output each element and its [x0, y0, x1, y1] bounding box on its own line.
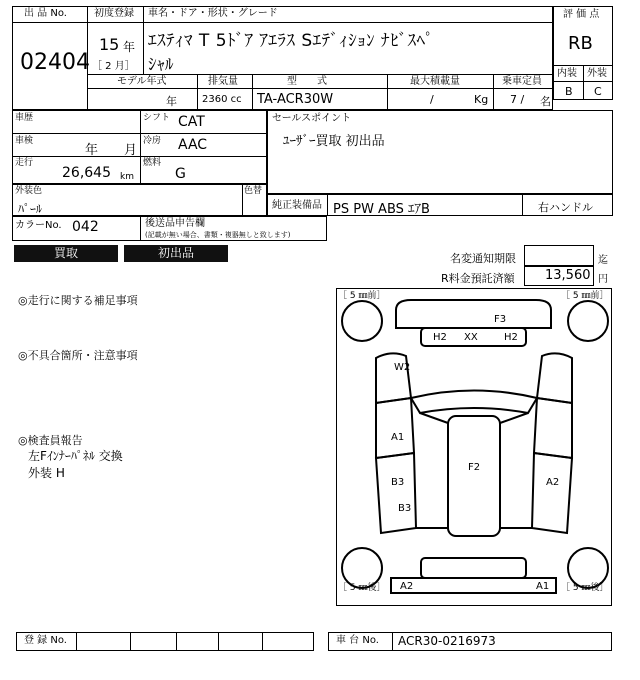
- equipment-value: PS PW ABS ｴｱB: [333, 202, 430, 217]
- mark-xx: XX: [464, 332, 478, 343]
- exterior-label: 外装: [587, 68, 607, 79]
- score-label: 評 価 点: [563, 9, 600, 20]
- mileage-label: 走行: [15, 158, 34, 168]
- reg-month: ［ 2 月］: [92, 61, 135, 72]
- chassis-label: 車 台 No.: [336, 635, 379, 646]
- tire-fl-label: ［ 5 ㎜前］: [338, 291, 386, 301]
- cabin-left: [416, 413, 448, 528]
- car-name-line1: ｴｽﾃｨﾏ T 5ﾄﾞｱ ｱｴﾗｽ Sｴﾃﾞｨｼｮﾝ ﾅﾋﾞｽﾍﾟ: [148, 31, 435, 51]
- load-unit: Kg: [474, 93, 489, 106]
- tire-rr-label: ［ 5 ㎜後］: [561, 583, 609, 593]
- mark-f3: F3: [494, 314, 507, 325]
- mileage-value: 26,645: [62, 165, 111, 181]
- tire-rl-label: ［ 5 ㎜後］: [338, 583, 386, 593]
- capacity-unit: 名: [540, 95, 551, 108]
- inspector-line1: 左Fｲﾝﾅｰﾊﾟﾈﾙ 交換: [28, 449, 123, 463]
- mark-h2-right: H2: [504, 332, 518, 343]
- color-value: ﾊﾟｰﾙ: [18, 202, 43, 216]
- type-label: 型 式: [287, 76, 327, 87]
- buyout-badge: 買取: [14, 245, 118, 262]
- mark-w2: W2: [394, 362, 411, 373]
- shift-value: CAT: [178, 114, 205, 130]
- tire-rear-right: [568, 548, 608, 588]
- rear-bumper: [391, 578, 556, 593]
- name-change-unit: 迄: [598, 255, 608, 266]
- exterior-score: C: [594, 85, 602, 98]
- shift-label: シフト: [143, 113, 171, 123]
- mileage-unit: km: [120, 172, 134, 182]
- car-diagram: [336, 288, 612, 606]
- chassis-no: ACR30-0216973: [398, 634, 496, 648]
- mark-a2: A2: [546, 477, 560, 488]
- handle-value: 右ハンドル: [538, 201, 593, 214]
- left-front-fender: [376, 353, 411, 403]
- history-label: 車歴: [15, 113, 34, 123]
- color-no-value: 042: [72, 219, 99, 235]
- lot-label: 出 品 No.: [24, 8, 67, 19]
- recycle-label: R料金預託済額: [441, 272, 515, 285]
- interior-label: 内装: [557, 68, 577, 79]
- mark-b3-upper: B3: [391, 477, 405, 488]
- driving-notes-title: ◎走行に関する補足事項: [18, 294, 138, 307]
- front-bumper: [396, 300, 551, 328]
- defects-title: ◎不具合箇所・注意事項: [18, 349, 138, 362]
- first-listing-badge: 初出品: [124, 245, 228, 262]
- car-name-line2: ｼｬﾙ: [148, 55, 174, 75]
- right-front-fender: [537, 353, 572, 403]
- fuel-label: 燃料: [143, 158, 162, 168]
- delivery-label: 後送品申告欄: [145, 218, 205, 229]
- interior-score: B: [565, 85, 573, 98]
- capacity-label: 乗車定員: [502, 76, 542, 87]
- inspection-label: 車検: [15, 136, 34, 146]
- name-change-label: 名変通知期限: [450, 252, 516, 265]
- mark-b3-lower: B3: [398, 503, 412, 514]
- model-year-label: モデル年式: [117, 76, 167, 87]
- reg-no-label: 登 録 No.: [24, 635, 67, 646]
- fuel-value: G: [175, 166, 186, 182]
- lot-number: 02404: [20, 50, 90, 75]
- type-value: TA-ACR30W: [257, 92, 334, 107]
- displacement-label: 排気量: [208, 76, 238, 87]
- left-rear-side: [376, 453, 416, 533]
- rear-hatch: [421, 558, 526, 578]
- score-value: RB: [568, 33, 593, 54]
- mark-h2-left: H2: [433, 332, 447, 343]
- color-label: 外装色: [15, 186, 43, 196]
- load-slash: /: [430, 93, 434, 106]
- displacement-value: 2360 cc: [202, 94, 242, 105]
- reg-year-unit: 年: [123, 40, 136, 54]
- mark-a2-rear: A2: [400, 581, 414, 592]
- first-reg-label: 初度登録: [94, 8, 134, 19]
- mark-f2: F2: [468, 462, 481, 473]
- reg-year: 15: [99, 35, 120, 54]
- tire-front-right: [568, 301, 608, 341]
- roof: [448, 416, 500, 536]
- ac-label: 冷房: [143, 136, 162, 146]
- tire-front-left: [342, 301, 382, 341]
- recycle-unit: 円: [598, 274, 608, 285]
- color-no-label: カラーNo.: [15, 220, 62, 231]
- model-year-unit: 年: [166, 95, 177, 108]
- capacity-value: 7 /: [510, 93, 525, 106]
- recolor-label: 色替: [244, 186, 263, 196]
- right-rear-side: [532, 453, 572, 533]
- inspector-title: ◎検査員報告: [18, 434, 83, 447]
- cabin-right: [500, 413, 532, 528]
- delivery-note: (記載が無い場合、書類・複器無しと致します): [145, 231, 291, 239]
- tire-fr-label: ［ 5 ㎜前］: [561, 291, 609, 301]
- name-change-box: [524, 245, 594, 266]
- recycle-amount: 13,560: [545, 268, 591, 283]
- inspector-line2: 外装 H: [28, 466, 65, 480]
- equipment-label: 純正装備品: [272, 200, 322, 211]
- inspection-value: 年 月: [85, 143, 138, 158]
- sales-point-label: セールスポイント: [272, 113, 352, 124]
- ac-value: AAC: [178, 137, 208, 153]
- color-frame: [12, 184, 267, 216]
- mark-a1: A1: [391, 432, 405, 443]
- windshield: [411, 391, 537, 414]
- right-side: [534, 398, 572, 458]
- left-side: [376, 398, 414, 458]
- mark-a1-rear: A1: [536, 581, 550, 592]
- sales-point-text: ﾕｰｻﾞｰ買取 初出品: [283, 134, 385, 149]
- tire-rear-left: [342, 548, 382, 588]
- load-label: 最大積載量: [410, 76, 460, 87]
- car-name-label: 車名・ドア・形状・グレード: [148, 8, 278, 19]
